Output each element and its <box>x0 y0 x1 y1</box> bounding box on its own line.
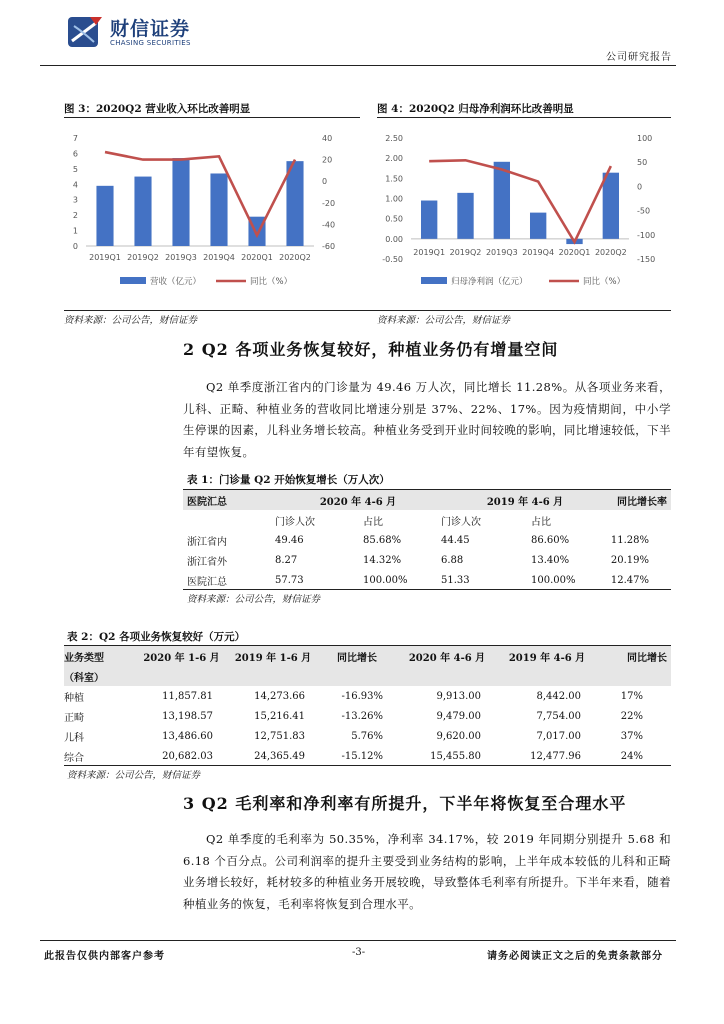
table-cell: 6.88 <box>441 554 464 566</box>
x-tick-label: 2019Q2 <box>449 248 482 257</box>
table1-header-cell: 2020 年 4-6 月 <box>275 490 441 510</box>
figure3-source: 资料来源：公司公告，财信证券 <box>64 315 198 326</box>
footer-right: 请务必阅读正文之后的免责条款部分 <box>487 951 663 962</box>
table-cell: 12,477.96 <box>530 750 581 762</box>
table-cell: -16.93% <box>341 690 383 702</box>
table-cell: 5.76% <box>351 730 383 742</box>
legend-label: 同比（%） <box>250 277 293 287</box>
table-cell: -13.26% <box>341 710 383 722</box>
table-cell: 100.00% <box>363 574 408 586</box>
figure-bottom-rule <box>64 310 671 311</box>
table1-subheader-cell: 占比 <box>531 516 551 528</box>
y-right-tick-label: 100 <box>637 134 653 143</box>
figure4-caption: 图 4：2020Q2 归母净利润环比改善明显 <box>377 103 574 115</box>
y-left-tick-label: 1 <box>72 226 78 236</box>
table1-header-cell: 医院汇总 <box>183 490 275 510</box>
table2-header-cell: 2019 年 4-6 月 <box>497 646 597 666</box>
table-cell: 24% <box>620 750 643 762</box>
table1-bottom-rule <box>183 589 671 590</box>
table-row <box>183 570 671 590</box>
legend-swatch-bar <box>421 277 447 284</box>
y-left-tick-label: 5 <box>72 164 78 174</box>
table-cell: 7,754.00 <box>536 710 581 722</box>
y-left-tick-label: 4 <box>72 180 78 190</box>
table-cell: 9,620.00 <box>436 730 481 742</box>
table2-header-cell: 2019 年 1-6 月 <box>229 646 317 666</box>
table2-source: 资料来源：公司公告，财信证券 <box>67 770 201 781</box>
table1 <box>183 490 671 590</box>
table-cell: 86.60% <box>531 534 570 546</box>
table2-subheader-row <box>64 666 671 686</box>
table-cell: 24,365.49 <box>254 750 305 762</box>
x-tick-label: 2020Q2 <box>594 248 627 257</box>
y-right-tick-label: 0 <box>637 182 643 192</box>
page-number: -3- <box>352 947 366 958</box>
footer-rule <box>40 940 676 941</box>
table1-subheader-cell: 门诊人次 <box>441 516 481 528</box>
y-left-tick-label: 3 <box>72 195 78 205</box>
table-cell: 7,017.00 <box>536 730 581 742</box>
table-cell: 11,857.81 <box>162 690 213 702</box>
x-tick-label: 2020Q1 <box>241 253 273 262</box>
y-left-tick-label: 0.00 <box>385 234 403 244</box>
table2-caption: 表 2：Q2 各项业务恢复较好（万元） <box>67 631 246 643</box>
y-left-tick-label: 1.00 <box>385 194 403 204</box>
y-right-tick-label: 20 <box>322 155 333 165</box>
legend-swatch-bar <box>120 277 146 284</box>
y-left-tick-label: 2.00 <box>385 154 403 164</box>
table-cell: 13.40% <box>531 554 570 566</box>
report-type: 公司研究报告 <box>606 52 672 63</box>
chart-net-profit <box>377 124 673 310</box>
bar <box>172 158 189 246</box>
table-cell: 20.19% <box>610 554 649 566</box>
bar <box>494 162 510 239</box>
x-tick-label: 2019Q1 <box>89 253 121 262</box>
y-right-tick-label: 40 <box>322 134 333 143</box>
y-left-tick-label: 0 <box>72 242 78 251</box>
table-cell: 儿科 <box>64 732 84 744</box>
figure4-top-rule <box>377 117 671 118</box>
y-left-tick-label: 0.50 <box>385 214 403 224</box>
table1-caption: 表 1：门诊量 Q2 开始恢复增长（万人次） <box>187 474 390 486</box>
table2-header-cell: 同比增长 <box>597 646 671 666</box>
table-cell: 57.73 <box>275 574 304 586</box>
table-cell: 11.28% <box>610 534 649 546</box>
table-cell: 12,751.83 <box>254 730 305 742</box>
x-tick-label: 2020Q1 <box>558 248 591 257</box>
table-cell: 44.45 <box>441 534 470 546</box>
table-cell: 15,216.41 <box>254 710 305 722</box>
table-row <box>64 686 671 706</box>
x-tick-label: 2019Q3 <box>485 248 518 257</box>
bar <box>603 173 619 239</box>
y-left-tick-label: 6 <box>72 149 78 159</box>
company-logo <box>66 14 104 50</box>
table-cell: 浙江省内 <box>187 536 227 548</box>
y-left-tick-label: 1.50 <box>385 174 403 184</box>
table2-header-cell: 2020 年 1-6 月 <box>134 646 229 666</box>
table2-header-cell: 业务类型 <box>64 646 134 666</box>
y-right-tick-label: -100 <box>637 230 656 240</box>
x-tick-label: 2020Q2 <box>279 253 311 262</box>
chart-revenue <box>64 124 360 310</box>
figure4-source: 资料来源：公司公告，财信证券 <box>377 315 511 326</box>
table-row <box>183 530 671 550</box>
y-right-tick-label: -150 <box>637 255 656 264</box>
table2-subheader-cell: （科室） <box>64 666 134 686</box>
bar <box>457 193 473 239</box>
bar <box>96 186 113 246</box>
table-cell: 13,198.57 <box>162 710 213 722</box>
table-row <box>64 706 671 726</box>
x-tick-label: 2019Q1 <box>413 248 446 257</box>
table-cell: 8.27 <box>275 554 298 566</box>
table-cell: 15,455.80 <box>430 750 481 762</box>
table-cell: 8,442.00 <box>536 690 581 702</box>
table1-source: 资料来源：公司公告，财信证券 <box>187 594 321 605</box>
table-cell: 20,682.03 <box>162 750 213 762</box>
series-line <box>429 160 611 242</box>
x-tick-label: 2019Q4 <box>522 248 555 257</box>
table2-header-cell: 2020 年 4-6 月 <box>397 646 497 666</box>
y-left-tick-label: 2.50 <box>385 134 403 143</box>
y-left-tick-label: -0.50 <box>382 255 403 264</box>
table2 <box>64 646 671 766</box>
section2-heading: 2 Q2 各项业务恢复较好，种植业务仍有增量空间 <box>183 340 559 359</box>
table1-subheader-row <box>183 510 671 530</box>
header-rule <box>40 65 676 66</box>
section3-heading: 3 Q2 毛利率和净利率有所提升，下半年将恢复至合理水平 <box>183 794 627 813</box>
table1-subheader-cell: 门诊人次 <box>275 516 315 528</box>
table-cell: 医院汇总 <box>187 576 227 588</box>
y-right-tick-label: 0 <box>322 177 328 187</box>
table-row <box>64 746 671 766</box>
table-cell: 正畸 <box>64 712 84 724</box>
table-cell: 14.32% <box>363 554 402 566</box>
x-tick-label: 2019Q3 <box>165 253 197 262</box>
series-line <box>105 152 295 235</box>
y-right-tick-label: -20 <box>322 198 336 208</box>
bar <box>421 201 437 239</box>
footer-left: 此报告仅供内部客户参考 <box>44 951 165 962</box>
table-cell: 37% <box>620 730 643 742</box>
logo-mark-icon <box>66 14 104 50</box>
table-cell: 14,273.66 <box>254 690 305 702</box>
section3-paragraph: Q2 单季度的毛利率为 50.35%，净利率 34.17%，较 2019 年同期分别提升 5.68 和 6.18 个百分点。公司利润率的提升主要受到业务结构的影响，上半年成本较低的儿科和正畸业务增长较好，耗材较多的种植业务开展较晚，导致整体毛利率有所提升。下半年来看，随着种植业务的恢复，毛利率将恢复到合理水平。 <box>183 832 671 911</box>
x-tick-label: 2019Q2 <box>127 253 159 262</box>
table-cell: 种植 <box>64 692 84 704</box>
table-cell: 12.47% <box>610 574 649 586</box>
table1-header-row <box>183 490 671 510</box>
table-cell: 17% <box>620 690 643 702</box>
figure3-top-rule <box>64 117 360 118</box>
table2-header-cell: 同比增长 <box>317 646 397 666</box>
bar <box>530 213 546 239</box>
table-row <box>183 550 671 570</box>
table2-bottom-rule <box>64 765 671 766</box>
table-cell: 综合 <box>64 752 84 764</box>
section2-paragraph: Q2 单季度浙江省内的门诊量为 49.46 万人次，同比增长 11.28%。从各项业务来看，儿科、正畸、种植业务的营收同比增速分别是 37%、22%、17%。因为疫情期间，中小学生停课的因素，儿科业务增长较高。种植业务受到开业时间较晚的影响，同比增速较低，下半年有望恢复。 <box>183 380 671 459</box>
bar <box>134 177 151 246</box>
table-cell: 9,913.00 <box>436 690 481 702</box>
table-cell: 22% <box>620 710 643 722</box>
y-right-tick-label: -40 <box>322 220 336 230</box>
table2-header-row <box>64 646 671 666</box>
table1-header-cell: 同比增长率 <box>609 490 671 510</box>
table-cell: 100.00% <box>531 574 576 586</box>
table-cell: 85.68% <box>363 534 402 546</box>
figure3-caption: 图 3：2020Q2 营业收入环比改善明显 <box>64 103 251 115</box>
y-left-tick-label: 2 <box>72 211 78 221</box>
table-cell: 13,486.60 <box>162 730 213 742</box>
table-cell: -15.12% <box>341 750 383 762</box>
brand-name-cn: 财信证券 <box>110 18 191 40</box>
table-cell: 浙江省外 <box>187 556 227 568</box>
y-left-tick-label: 7 <box>72 134 78 143</box>
y-right-tick-label: 50 <box>637 158 648 168</box>
bar <box>210 173 227 246</box>
table-cell: 49.46 <box>275 534 304 546</box>
legend-label: 营收（亿元） <box>150 277 202 287</box>
legend-label: 同比（%） <box>583 277 626 287</box>
y-right-tick-label: -60 <box>322 242 336 251</box>
table-row <box>64 726 671 746</box>
x-tick-label: 2019Q4 <box>203 253 235 262</box>
table1-subheader-cell: 占比 <box>363 516 383 528</box>
brand-name-en: CHASING SECURITIES <box>110 39 191 47</box>
legend-label: 归母净利润（亿元） <box>451 277 528 287</box>
table1-header-cell: 2019 年 4-6 月 <box>441 490 609 510</box>
table-cell: 51.33 <box>441 574 470 586</box>
y-right-tick-label: -50 <box>637 206 651 216</box>
table-cell: 9,479.00 <box>436 710 481 722</box>
